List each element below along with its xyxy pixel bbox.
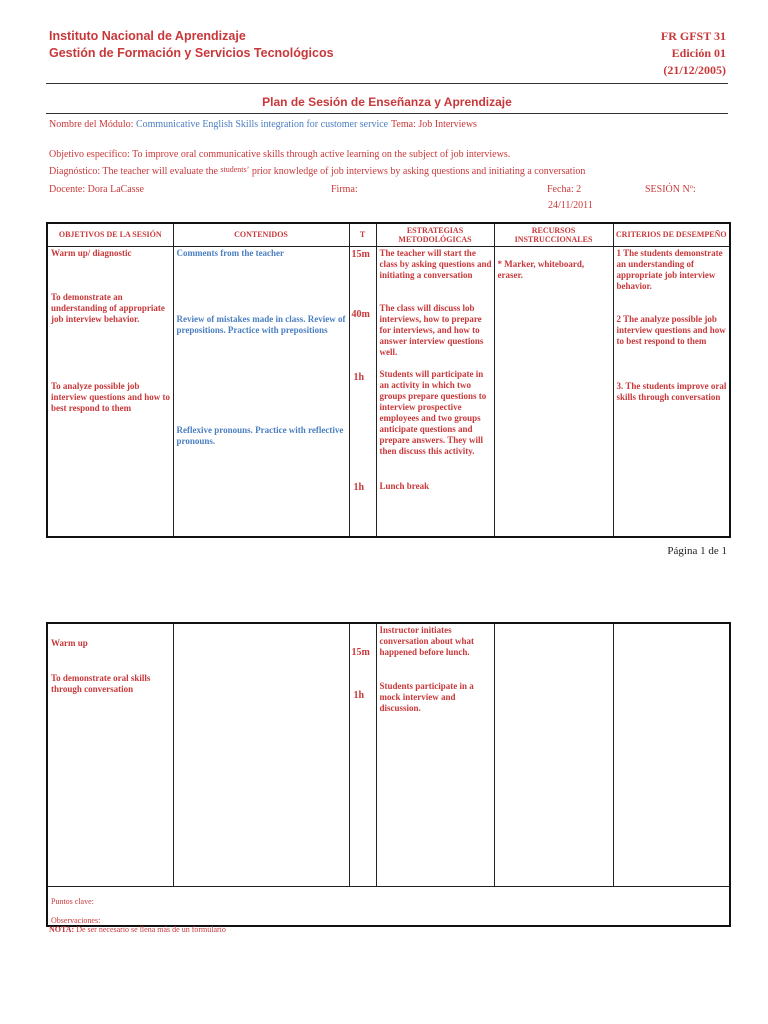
topic-label: Tema: [391, 119, 416, 130]
objectives-cell [47, 246, 173, 537]
content-item: Comments from the teacher [176, 247, 285, 258]
criteria-cell [613, 246, 730, 537]
objective-item: To demonstrate an understanding of appropriate job interview behavior. [51, 291, 165, 324]
contents-cell [173, 623, 349, 886]
time-item: 40m [351, 308, 370, 320]
note-text: De ser necesario se llena más de un formulario [74, 925, 226, 934]
date-value: 24/11/2011 [548, 200, 593, 211]
session-plan-table [46, 222, 731, 538]
org-department: Gestión de Formación y Servicios Tecnológicos [49, 46, 334, 60]
strategy-item: Lunch break [379, 480, 430, 491]
org-name: Instituto Nacional de Aprendizaje [49, 29, 246, 43]
time-item: 1h [353, 481, 365, 493]
time-item: 1h [353, 371, 365, 383]
strategies-cell [376, 246, 494, 537]
session-plan-table-continued [46, 622, 731, 927]
topic-value: Job Interviews [418, 119, 477, 130]
observations-label: Observaciones: [51, 915, 101, 925]
header-divider [46, 83, 728, 84]
col-header-objectives: OBJETIVOS DE LA SESIÓN [47, 223, 173, 246]
diagnostic-students: students’ [220, 165, 250, 174]
content-item: Reflexive pronouns. Practice with reflective pronouns. [176, 424, 344, 446]
col-header-resources: RECURSOS INSTRUCCIONALES [494, 223, 613, 246]
time-item: 15m [351, 647, 370, 658]
criteria-cell [613, 623, 730, 886]
time-cell [349, 623, 376, 886]
objective-item: To analyze possible job interview questions and how to best respond to them [51, 380, 171, 413]
signature-line: Firma: [331, 184, 358, 195]
objective-line: Objetivo específico: To improve oral communicative skills through active learning on the subject of job interviews. [49, 149, 511, 160]
topic-line [391, 119, 477, 131]
strategy-item: Instructor initiates conversation about what happened before lunch. [379, 625, 475, 657]
time-cell [349, 246, 376, 537]
page-title: Plan de Sesión de Enseñanza y Aprendizaje [262, 95, 512, 109]
criteria-item: 3. The students improve oral skills through conversation [616, 380, 727, 402]
col-header-criteria: CRITERIOS DE DESEMPEÑO [613, 223, 730, 246]
col-header-time: T [349, 223, 376, 246]
time-item: 1h [353, 690, 365, 701]
objectives-cell [47, 623, 173, 886]
note-label: NOTA: [49, 925, 75, 934]
date-label: Fecha: 2 [547, 184, 582, 195]
objective-item: Warm up/ diagnostic [51, 247, 132, 258]
session-label: SESIÓN Nº: [645, 184, 696, 195]
key-points-label: Puntos clave: [51, 896, 94, 906]
resource-item: * Marker, whiteboard, eraser. [497, 258, 585, 280]
form-code: FR GFST 31 [660, 29, 726, 43]
form-date: (21/12/2005) [663, 63, 726, 77]
criteria-item: 1 The students demonstrate an understanding of appropriate job interview behavior. [616, 247, 723, 291]
objective-item: To demonstrate oral skills through conversation [51, 673, 151, 694]
strategies-cell [376, 623, 494, 886]
notes-cell [47, 886, 730, 926]
strategy-item: The class will discuss lob interviews, how to prepare for interviews, and how to answer interview questions well. [379, 302, 484, 357]
objective-item: Warm up [51, 638, 88, 648]
form-note [49, 925, 226, 934]
org-header [49, 28, 334, 62]
module-value: Communicative English Skills integration for customer service [135, 119, 389, 130]
form-code-block [630, 28, 726, 79]
module-label: Nombre del Módulo: [49, 119, 134, 130]
strategy-item: The teacher will start the class by asking questions and initiating a conversation [379, 247, 492, 280]
page-number: Página 1 de 1 [667, 545, 727, 557]
title-divider [46, 113, 728, 114]
col-header-strategies: ESTRATEGIAS METODOLÓGICAS [376, 223, 494, 246]
strategy-item: Students will participate in an activity in which two groups prepare questions to interview prospective employees and two groups anticipate questions and prepare answers. They will then discuss this activity. [379, 368, 487, 456]
teacher-line: Docente: Dora LaCasse [49, 184, 144, 195]
resources-cell [494, 623, 613, 886]
diagnostic-text: Diagnóstico: The teacher will evaluate the [49, 166, 221, 177]
strategy-item: Students participate in a mock interview and discussion. [379, 681, 474, 713]
resources-cell [494, 246, 613, 537]
diagnostic-text-end: prior knowledge of job interviews by asking questions and initiating a conversation [249, 166, 586, 177]
col-header-contents: CONTENIDOS [173, 223, 349, 246]
form-edition: Edición 01 [671, 46, 726, 60]
diagnostic-line [49, 166, 585, 178]
criteria-item: 2 The analyze possible job interview questions and how to best respond to them [616, 313, 726, 346]
content-item: Review of mistakes made in class. Review of prepositions. Practice with prepositions [176, 313, 346, 335]
time-item: 15m [351, 248, 370, 260]
contents-cell [173, 246, 349, 537]
